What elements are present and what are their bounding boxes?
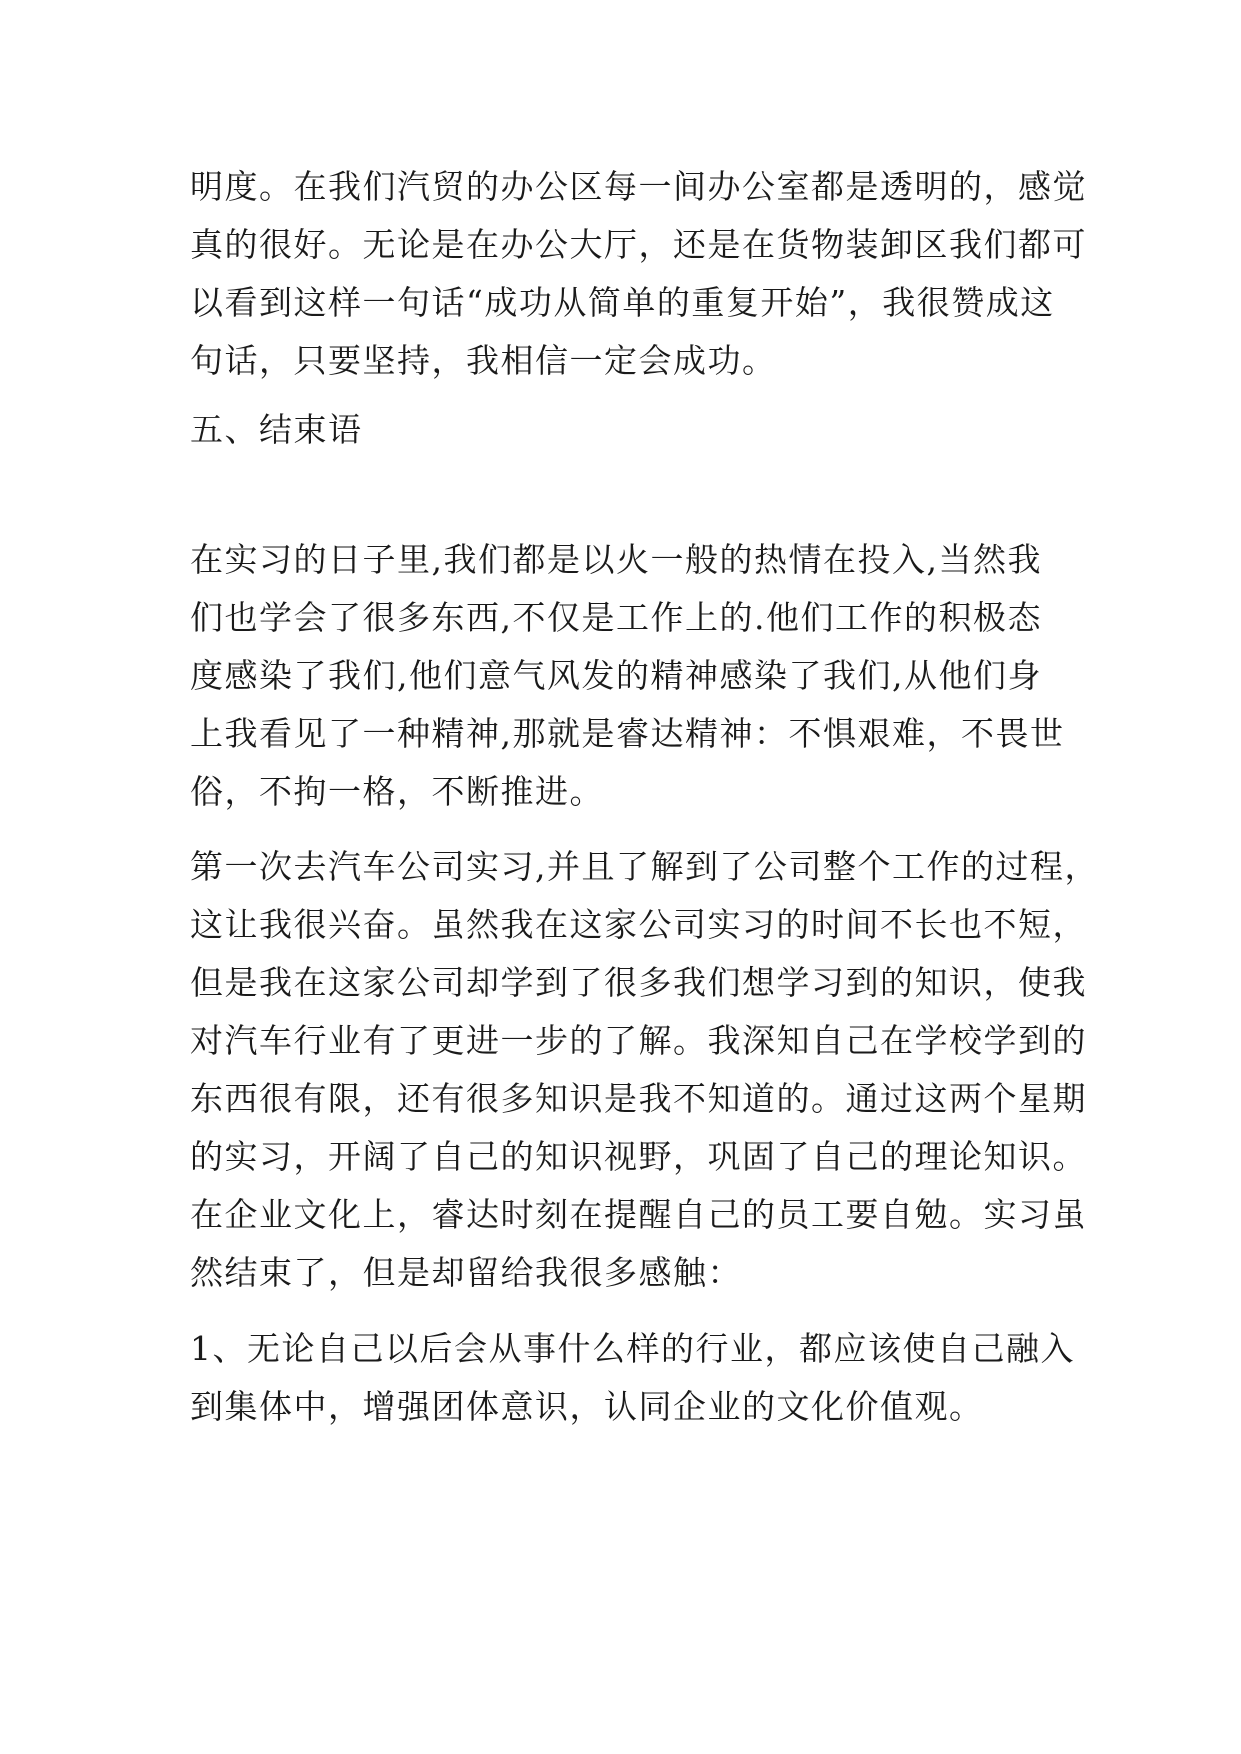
paragraph-intro-tail [190, 158, 1087, 390]
text-line: 俗，不拘一格，不断推进。 [190, 772, 604, 811]
paragraph-conclusion-2 [190, 838, 1099, 1302]
text-line: 度感染了我们,他们意气风发的精神感染了我们,从他们身 [190, 656, 1042, 695]
text-line: 句话，只要坚持，我相信一定会成功。 [190, 341, 777, 380]
text-line: 的实习，开阔了自己的知识视野，巩固了自己的理论知识。 [190, 1137, 1087, 1176]
text-line: 们也学会了很多东西,不仅是工作上的.他们工作的积极态 [190, 598, 1042, 637]
paragraph-point-1 [190, 1320, 1075, 1436]
text-line: 到集体中，增强团体意识，认同企业的文化价值观。 [190, 1387, 984, 1426]
heading-line: 五、结束语 [190, 410, 363, 449]
text-line: 这让我很兴奋。虽然我在这家公司实习的时间不长也不短， [190, 905, 1087, 944]
text-line: 上我看见了一种精神,那就是睿达精神：不惧艰难，不畏世 [190, 714, 1065, 753]
text-line: 东西很有限，还有很多知识是我不知道的。通过这两个星期 [190, 1079, 1087, 1118]
text-line: 1、无论自己以后会从事什么样的行业，都应该使自己融入 [190, 1329, 1075, 1368]
text-line: 第一次去汽车公司实习,并且了解到了公司整个工作的过程， [190, 847, 1099, 886]
text-line: 以看到这样一句话“成功从简单的重复开始”，我很赞成这 [190, 283, 1055, 322]
text-line: 在实习的日子里,我们都是以火一般的热情在投入,当然我 [190, 540, 1042, 579]
text-line: 明度。在我们汽贸的办公区每一间办公室都是透明的，感觉 [190, 167, 1087, 206]
text-line: 但是我在这家公司却学到了很多我们想学习到的知识，使我 [190, 963, 1087, 1002]
text-line: 对汽车行业有了更进一步的了解。我深知自己在学校学到的 [190, 1021, 1087, 1060]
text-line: 在企业文化上，睿达时刻在提醒自己的员工要自勉。实习虽 [190, 1195, 1087, 1234]
section-heading [190, 401, 1070, 459]
text-line: 然结束了，但是却留给我很多感触： [190, 1253, 742, 1292]
text-line: 真的很好。无论是在办公大厅，还是在货物装卸区我们都可 [190, 225, 1087, 264]
paragraph-conclusion-1 [190, 531, 1070, 821]
